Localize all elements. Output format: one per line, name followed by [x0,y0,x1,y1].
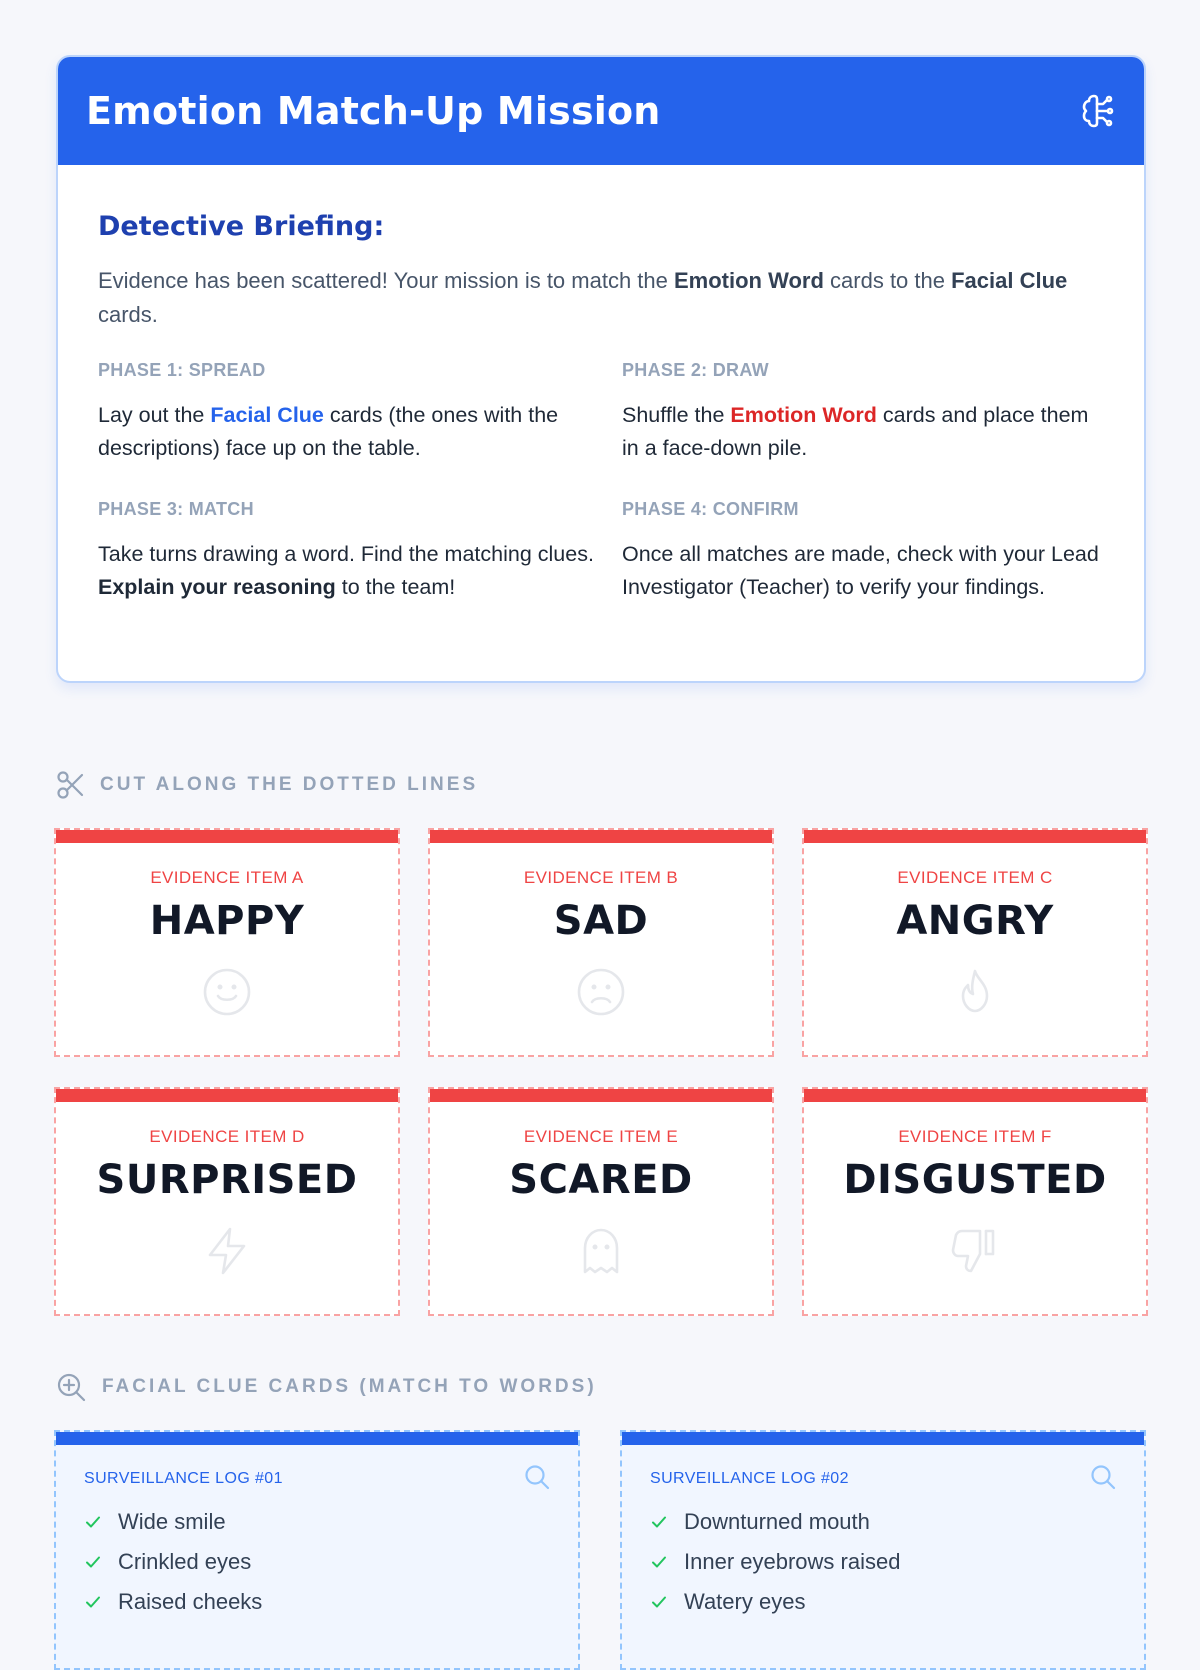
card-topbar [56,830,398,843]
phase-label: PHASE 2: DRAW [622,360,769,380]
zoom-in-icon [56,1372,86,1402]
briefing-heading: Detective Briefing: [98,211,385,242]
flame-icon [950,967,1000,1017]
phase-label: PHASE 3: MATCH [98,499,254,519]
check-icon [650,1593,668,1611]
thumbs-down-icon [950,1226,1000,1276]
lightning-icon [202,1226,252,1276]
evidence-label: EVIDENCE ITEM B [523,868,679,887]
frown-icon [576,967,626,1017]
phase-4 [622,499,1102,604]
phase-3 [98,499,622,604]
clue-card [620,1430,1146,1670]
card-topbar [56,1432,578,1445]
word-card [428,1087,774,1316]
clue-card [54,1430,580,1670]
evidence-label: EVIDENCE ITEM C [897,868,1053,887]
ghost-icon [576,1226,626,1276]
emotion-word: SAD [553,898,649,944]
phase-1 [98,360,622,465]
clue-list [650,1502,900,1622]
briefing-card [56,55,1146,683]
check-icon [650,1513,668,1531]
card-topbar [804,1089,1146,1102]
evidence-label: EVIDENCE ITEM F [898,1127,1052,1146]
phase-grid [98,360,1104,604]
card-topbar [56,1089,398,1102]
emotion-word: SURPRISED [96,1157,358,1203]
search-icon [524,1464,550,1490]
search-icon [1090,1464,1116,1490]
list-item: Raised cheeks [84,1582,262,1622]
brain-icon [1080,92,1116,130]
phase-text: Once all matches are made, check with your Lead Investigator (Teacher) to verify your findings. [622,542,1099,599]
page-title: Emotion Match-Up Mission [86,89,661,133]
check-icon [84,1593,102,1611]
card-topbar [430,830,772,843]
evidence-label: EVIDENCE ITEM D [149,1127,305,1146]
clue-list [84,1502,262,1622]
emotion-word: SCARED [509,1157,693,1203]
list-item: Wide smile [84,1502,262,1542]
cut-section-heading [56,770,478,800]
emotion-word: HAPPY [149,898,305,944]
list-item: Inner eyebrows raised [650,1542,900,1582]
check-icon [650,1553,668,1571]
card-topbar [622,1432,1144,1445]
word-card [428,828,774,1057]
clue-section-label: FACIAL CLUE CARDS (MATCH TO WORDS) [102,1376,597,1397]
phase-label: PHASE 1: SPREAD [98,360,266,380]
word-card [54,1087,400,1316]
phase-label: PHASE 4: CONFIRM [622,499,799,519]
evidence-label: EVIDENCE ITEM E [523,1127,679,1146]
word-card [54,828,400,1057]
list-item: Watery eyes [650,1582,900,1622]
phase-text: Take turns drawing a word. Find the matching clues. Explain your reasoning to the team! [98,542,594,599]
smile-icon [202,967,252,1017]
cut-section-label: CUT ALONG THE DOTTED LINES [100,774,479,795]
word-card [802,828,1148,1057]
emotion-word: DISGUSTED [843,1157,1107,1203]
phase-text: Shuffle the Emotion Word cards and place them in a face-down pile. [622,403,1089,460]
log-label: SURVEILLANCE LOG #02 [650,1470,849,1487]
log-label: SURVEILLANCE LOG #01 [84,1470,283,1487]
list-item: Crinkled eyes [84,1542,262,1582]
briefing-header [58,57,1144,165]
briefing-intro: Evidence has been scattered! Your mission is to match the Emotion Word cards to the Facial Clue cards. [98,268,1068,327]
card-topbar [804,830,1146,843]
clue-section-heading [56,1372,597,1402]
card-topbar [430,1089,772,1102]
word-card [802,1087,1148,1316]
evidence-label: EVIDENCE ITEM A [150,868,304,887]
list-item: Downturned mouth [650,1502,900,1542]
phase-text: Lay out the Facial Clue cards (the ones with the descriptions) face up on the table. [98,403,559,460]
check-icon [84,1553,102,1571]
scissors-icon [56,770,84,800]
phase-2 [622,360,1102,465]
check-icon [84,1513,102,1531]
emotion-word: ANGRY [896,898,1054,944]
